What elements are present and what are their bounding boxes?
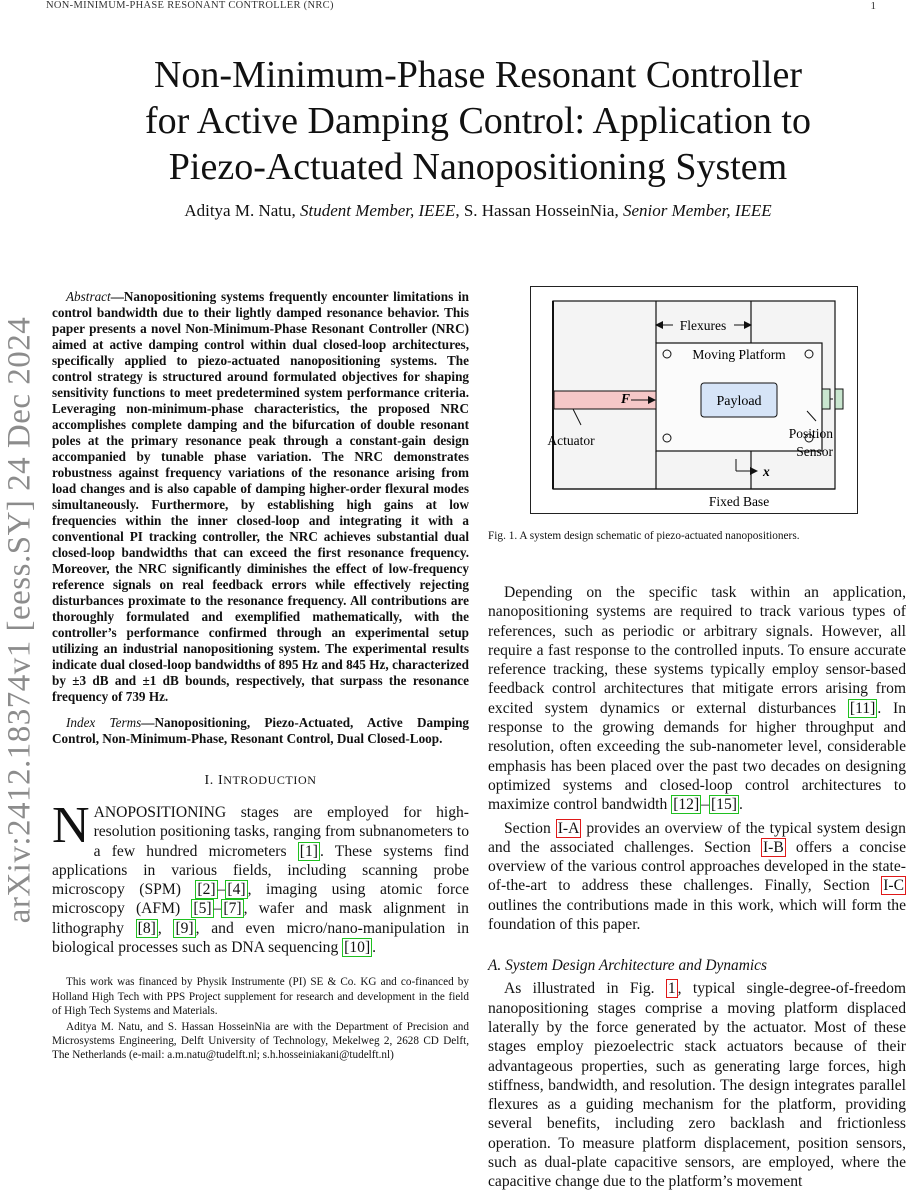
paragraph-references (488, 583, 906, 815)
intro-text: – (213, 900, 222, 918)
drop-cap: N (52, 797, 90, 854)
citation-link[interactable]: [1] (299, 842, 318, 860)
paragraph-system-design (488, 979, 906, 1191)
figure-link[interactable]: 1 (667, 980, 676, 998)
author-line (60, 201, 896, 221)
force-label: F (621, 391, 631, 406)
system-schematic-figure (530, 286, 858, 514)
intro-text: , wafer and mask alignment in lithography (52, 900, 469, 937)
paragraph-text: Section (504, 819, 556, 837)
index-terms (52, 715, 469, 747)
paragraph-text: . In response to the growing demands for higher throughput and resolution, often exceeding the sub-nanometer level, considerable emphasis has been placed over the past two decades on designing optimized systems and closed-loop control architectures to maximize control bandwidth (488, 699, 906, 814)
paragraph-text: . (738, 796, 743, 814)
arxiv-stamp (2, 280, 38, 960)
section-heading-introduction (52, 773, 469, 789)
citation-link[interactable]: [4] (227, 881, 246, 899)
intro-text: , imaging using atomic force microscopy (AFM) (52, 881, 469, 918)
flexures-label: Flexures (679, 318, 727, 333)
paragraph-text: Depending on the specific task within an application, nanopositioning systems are required to track various types of references, such as periodic or arbitrary signals. However, all require a fast response to the controlled inputs. To ensure accurate reference tracking, these systems typically employ sensor-based feedback control architectures that mitigate errors arising from excited system dynamics or external disturbances (488, 584, 906, 717)
citation-link[interactable]: [7] (223, 900, 242, 918)
intro-text: . These systems find applications in various fields, including scanning probe microscopy (SPM) (52, 842, 469, 899)
paragraph-text: offers a concise overview of the various control approaches developed in the state-of-the-art to address these challenges. Finally, Section (488, 838, 906, 895)
paragraph-text: As illustrated in Fig. (504, 980, 666, 998)
intro-lead-word: ANOPOSITIONING (93, 804, 227, 821)
sensor-label: Sensor (796, 444, 833, 459)
citation-link[interactable]: [15] (710, 796, 737, 814)
citation-link[interactable]: [12] (673, 796, 700, 814)
intro-text: , and even micro/nano-manipulation in biological processes such as DNA sequencing (52, 919, 469, 957)
author-1: Aditya M. Natu, (184, 201, 300, 220)
actuator-label: Actuator (547, 433, 595, 448)
paragraph-text: , typical single-degree-of-freedom nanopositioning stages comprise a moving platform displaced laterally by the force generated by the actuator. Most of these stages employ piezoelectric stack actuators because of their advantageous properties, such as generating large forces, high stiffness, bandwidth, and resolution. The design integrates parallel flexures as a guiding mechanism for the platform, providing several benefits, including zero backlash and frictionless operation. To measure platform displacement, position sensors, such as dual-plate capacitive sensors, are employed, where the capacitive change due to the platform’s movement (488, 980, 906, 1191)
intro-text: stages are employed for high-resolution positioning tasks, ranging from subnanometers to a few hundred micrometers (93, 804, 469, 860)
section-title-rest: NTRODUCTION (223, 773, 317, 787)
intro-text: . (372, 939, 377, 957)
abstract-text: —Nanopositioning systems frequently encounter limitations in control bandwidth due to their lightly damped resonance behavior. This paper presents a novel Non-Minimum-Phase Resonant Controller (NRC) aimed at active damping control within dual closed-loop architectures, specifically applied to piezo-actuated nanopositioning systems. The control strategy is structured around formulated objectives for shaping sensitivity functions to meet predetermined system performance criteria. Leveraging non-minimum-phase characteristics, the proposed NRC accomplishes complete damping and the bifurcation of double resonant poles at the primary resonance peak through a constant-gain design accompanied by tunable phase variation. The NRC demonstrates robustness against frequency variations of the resonance arising from load changes and is also capable of damping higher-order flexural modes simultaneously. Furthermore, by establishing high gains at low frequencies within the inner closed-loop and integrating it with a conventional PI tracking controller, the NRC achieves substantial dual closed-loop bandwidths that can exceed the first resonance frequency. Moreover, the NRC significantly diminishes the effect of low-frequency reference signals on real feedback errors while effectively rejecting disturbances proximate to the resonance frequency. All contributions are thoroughly formulated and exemplified mathematically, with the controller’s performance confirmed through an experimental setup utilizing an industrial nanopositioning system. The experimental results indicate dual closed-loop bandwidths of 895 Hz and 845 Hz, characterized by ±3 dB and ±1 dB bounds, respectively, that surpass the resonance frequency of 739 Hz. (52, 289, 469, 704)
paper-title (60, 52, 896, 190)
citation-link[interactable]: [9] (175, 919, 194, 937)
moving-platform-label: Moving Platform (692, 347, 786, 362)
citation-link[interactable]: [11] (849, 699, 876, 717)
title-line-2: for Active Damping Control: Application to (145, 100, 811, 142)
payload-label: Payload (716, 394, 762, 409)
intro-paragraph (52, 797, 469, 957)
left-column (52, 289, 469, 1063)
citation-link[interactable]: [2] (197, 881, 216, 899)
arxiv-identifier: arXiv:2412.18374v1 [eess.SY] 24 Dec 2024 (1, 316, 38, 924)
section-link[interactable]: I-C (883, 877, 904, 895)
intro-text: , (157, 919, 174, 937)
funding-footnote: This work was financed by Physik Instrumente (PI) SE & Co. KG and co-financed by Holland High Tech with PPS Project supplement for research and development in the field of High Tech Systems and Materials. (52, 976, 469, 1017)
citation-link[interactable]: [5] (193, 900, 212, 918)
intro-text: – (217, 881, 226, 899)
paragraph-text: provides an overview of the typical system design and the associated challenges. Section (488, 819, 906, 856)
figure-caption: Fig. 1. A system design schematic of piezo-actuated nanopositioners. (488, 530, 800, 542)
title-line-1: Non-Minimum-Phase Resonant Controller (153, 54, 803, 96)
right-column (488, 286, 906, 1192)
index-terms-text: —Nanopositioning, Piezo-Actuated, Active Damping Control, Non-Minimum-Phase, Resonant Control, Dual Closed-Loop. (52, 715, 469, 746)
section-link[interactable]: I-A (557, 819, 580, 837)
affiliation-footnote: Aditya M. Natu, and S. Hassan HosseinNia are with the Department of Precision and Microsystems Engineering, Delft University of Technology, Mekelweg 2, 2628 CD Delft, The Netherlands (e-mail: a.m.natu@tudelft.nl; s.h.hosseiniakani@tudelft.nl) (52, 1020, 469, 1062)
paragraph-text: – (701, 796, 709, 814)
abstract-label: Abstract (66, 289, 111, 304)
section-numeral: I. (204, 773, 218, 788)
x-axis-label: x (763, 464, 770, 479)
fixed-base-label: Fixed Base (708, 494, 770, 509)
author-2-role: Senior Member, IEEE (622, 201, 772, 220)
page-number: 1 (870, 0, 876, 12)
paragraph-text: outlines the contributions made in this work, which will form the foundation of this paper. (488, 896, 906, 934)
running-header: NON-MINIMUM-PHASE RESONANT CONTROLLER (NRC) (46, 0, 334, 11)
index-terms-label: Index Terms (66, 715, 142, 730)
citation-link[interactable]: [10] (344, 939, 371, 957)
paragraph-section-overview (488, 819, 906, 935)
author-2: , S. Hassan HosseinNia, (455, 201, 623, 220)
abstract (52, 289, 469, 705)
sensor-plate-left (822, 389, 830, 409)
subsection-heading-system-design: A. System Design Architecture and Dynamics (488, 957, 767, 975)
section-title-initial: I (217, 773, 224, 788)
citation-link[interactable]: [8] (137, 919, 156, 937)
schematic-diagram (531, 287, 857, 513)
author-1-role: Student Member, IEEE (300, 201, 456, 220)
title-line-3: Piezo-Actuated Nanopositioning System (168, 146, 788, 188)
position-label: Position (788, 426, 833, 441)
sensor-plate-right (835, 389, 843, 409)
section-link[interactable]: I-B (762, 838, 784, 856)
